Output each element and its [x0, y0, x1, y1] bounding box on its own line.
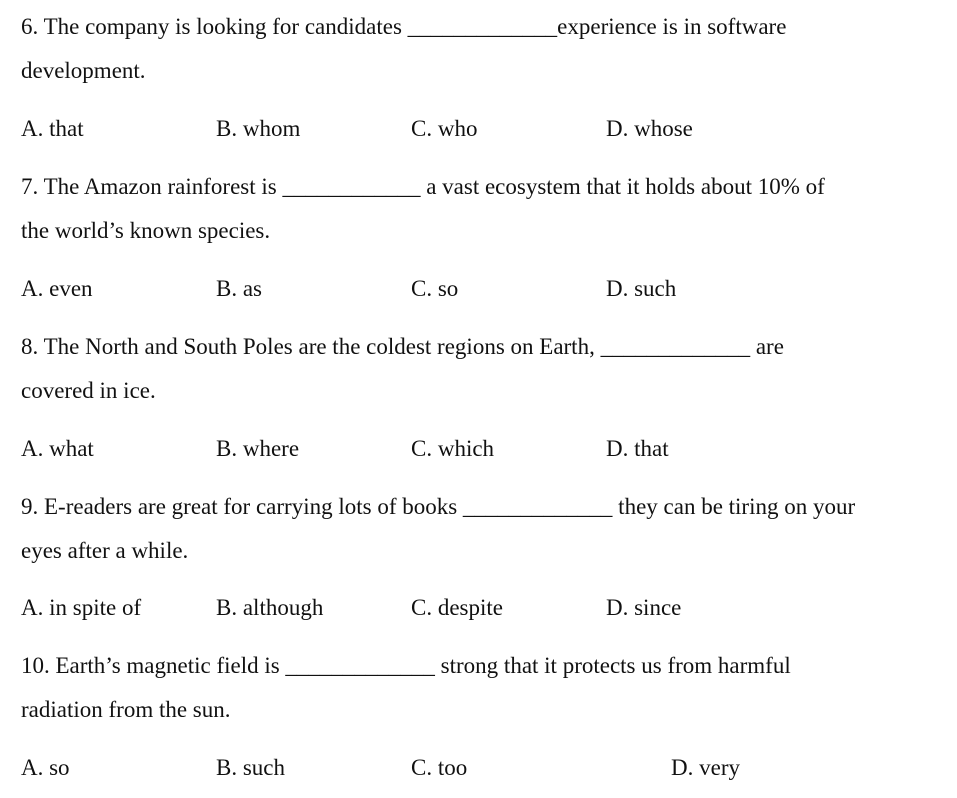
question-7-option-c[interactable]: C. so	[411, 276, 459, 301]
question-7-stem-line2: the world’s known species.	[21, 218, 271, 243]
question-10-option-a[interactable]: A. so	[21, 755, 70, 780]
question-8-option-a[interactable]: A. what	[21, 436, 94, 461]
question-10-option-d[interactable]: D. very	[671, 755, 740, 780]
question-6-option-d[interactable]: D. whose	[606, 116, 693, 141]
question-9-option-b[interactable]: B. although	[216, 595, 324, 620]
question-10-stem-line2: radiation from the sun.	[21, 697, 231, 722]
question-7-stem-line1: 7. The Amazon rainforest is ____________ a vast ecosystem that it holds about 10% of	[21, 174, 825, 199]
question-6-option-a[interactable]: A. that	[21, 116, 84, 141]
question-8-stem-line2: covered in ice.	[21, 378, 156, 403]
question-8-stem-line1: 8. The North and South Poles are the coldest regions on Earth, _____________ are	[21, 334, 784, 359]
question-8-option-b[interactable]: B. where	[216, 436, 300, 461]
question-6-stem-line2: development.	[21, 58, 146, 83]
question-7-option-b[interactable]: B. as	[216, 276, 262, 301]
question-9-option-d[interactable]: D. since	[606, 595, 682, 620]
question-9-stem-line2: eyes after a while.	[21, 538, 189, 563]
question-10-stem-line1: 10. Earth’s magnetic field is _____________ strong that it protects us from harmful	[21, 653, 791, 678]
question-7-option-d[interactable]: D. such	[606, 276, 677, 301]
question-10-option-b[interactable]: B. such	[216, 755, 285, 780]
question-6-stem-line1: 6. The company is looking for candidates _____________experience is in software	[21, 14, 787, 39]
question-8-option-c[interactable]: C. which	[411, 436, 495, 461]
question-8-option-d[interactable]: D. that	[606, 436, 669, 461]
question-6-option-c[interactable]: C. who	[411, 116, 478, 141]
question-7-option-a[interactable]: A. even	[21, 276, 93, 301]
question-9-option-c[interactable]: C. despite	[411, 595, 503, 620]
question-9-option-a[interactable]: A. in spite of	[21, 595, 142, 620]
question-6-option-b[interactable]: B. whom	[216, 116, 301, 141]
question-10-option-c[interactable]: C. too	[411, 755, 468, 780]
question-9-stem-line1: 9. E-readers are great for carrying lots of books _____________ they can be tiring on your	[21, 494, 856, 519]
